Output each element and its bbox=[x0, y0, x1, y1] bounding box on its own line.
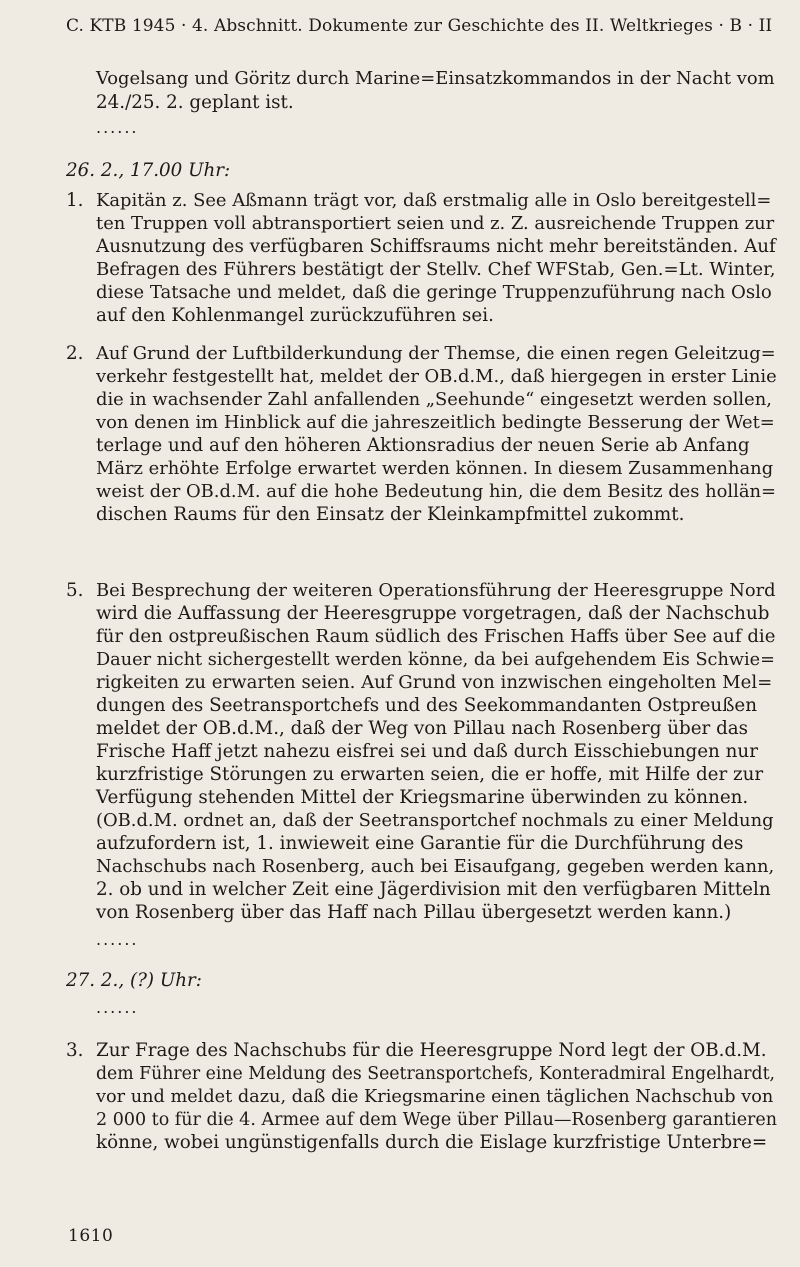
item-line: dungen des Seetransportchefs und des Seekommandanten Ostpreußen bbox=[96, 695, 757, 716]
running-header: C. KTB 1945 · 4. Abschnitt. Dokumente zur Geschichte des II. Weltkrieges · B · II bbox=[66, 16, 773, 36]
item-line: Kapitän z. See Aßmann trägt vor, daß erstmalig alle in Oslo bereitgestell= bbox=[96, 190, 772, 211]
item-line: Auf Grund der Luftbilderkundung der Themse, die einen regen Geleitzug= bbox=[96, 343, 776, 364]
item-number: 2. bbox=[66, 343, 84, 364]
item-line: kurzfristige Störungen zu erwarten seien, die er hoffe, mit Hilfe der zur bbox=[96, 764, 764, 785]
item-line: terlage und auf den höheren Aktionsradius der neuen Serie ab Anfang bbox=[96, 435, 750, 456]
item-line: (OB.d.M. ordnet an, daß der Seetransportchef nochmals zu einer Meldung bbox=[96, 810, 774, 831]
item-line: die in wachsender Zahl anfallenden „Seehunde“ eingesetzt werden sollen, bbox=[96, 389, 772, 410]
item-line: für den ostpreußischen Raum südlich des Frischen Haffs über See auf die bbox=[96, 626, 776, 647]
item-line: dem Führer eine Meldung des Seetransportchefs, Konteradmiral Engelhardt, bbox=[96, 1064, 776, 1084]
intro-line: 24./25. 2. geplant ist. bbox=[96, 92, 294, 113]
page-number: 1610 bbox=[68, 1226, 114, 1246]
item-line: Frische Haff jetzt nahezu eisfrei sei und daß durch Eisschiebungen nur bbox=[96, 741, 758, 762]
item-line: rigkeiten zu erwarten seien. Auf Grund von inzwischen eingeholten Mel= bbox=[96, 672, 773, 693]
item-line: ten Truppen voll abtransportiert seien und z. Z. ausreichende Truppen zur bbox=[96, 213, 775, 234]
item-number: 1. bbox=[66, 190, 84, 211]
item-line: dischen Raums für den Einsatz der Kleinkampfmittel zukommt. bbox=[96, 504, 685, 525]
item-line: weist der OB.d.M. auf die hohe Bedeutung hin, die dem Besitz des hollän= bbox=[96, 481, 777, 502]
item-line: auf den Kohlenmangel zurückzuführen sei. bbox=[96, 305, 494, 326]
item-line: 2 000 to für die 4. Armee auf dem Wege über Pillau—Rosenberg garantieren bbox=[96, 1110, 778, 1130]
ellipsis: ...... bbox=[96, 998, 139, 1017]
item-line: wird die Auffassung der Heeresgruppe vorgetragen, daß der Nachschub bbox=[96, 603, 770, 624]
item-number: 5. bbox=[66, 580, 84, 601]
item-line: Befragen des Führers bestätigt der Stellv. Chef WFStab, Gen.=Lt. Winter, bbox=[96, 259, 776, 280]
item-line: 2. ob und in welcher Zeit eine Jägerdivision mit den verfügbaren Mitteln bbox=[96, 879, 771, 900]
item-line: verkehr festgestellt hat, meldet der OB.d.M., daß hiergegen in erster Linie bbox=[96, 366, 777, 387]
item-line: Zur Frage des Nachschubs für die Heeresgruppe Nord legt der OB.d.M. bbox=[96, 1040, 767, 1061]
item-line: könne, wobei ungünstigenfalls durch die Eislage kurzfristige Unterbre= bbox=[96, 1132, 768, 1153]
item-line: diese Tatsache und meldet, daß die geringe Truppenzuführung nach Oslo bbox=[96, 282, 772, 303]
item-line: Dauer nicht sichergestellt werden könne, da bei aufgehendem Eis Schwie= bbox=[96, 650, 775, 670]
entry-timestamp: 26. 2., 17.00 Uhr: bbox=[66, 160, 231, 181]
item-line: Ausnutzung des verfügbaren Schiffsraums nicht mehr bereitständen. Auf bbox=[96, 236, 776, 257]
intro-line: Vogelsang und Göritz durch Marine=Einsatzkommandos in der Nacht vom bbox=[96, 68, 775, 89]
item-number: 3. bbox=[66, 1040, 84, 1061]
item-line: von Rosenberg über das Haff nach Pillau übergesetzt werden kann.) bbox=[96, 902, 732, 923]
entry-timestamp: 27. 2., (?) Uhr: bbox=[66, 970, 202, 991]
item-line: vor und meldet dazu, daß die Kriegsmarine einen täglichen Nachschub von bbox=[96, 1087, 774, 1107]
item-line: März erhöhte Erfolge erwartet werden können. In diesem Zusammenhang bbox=[96, 458, 774, 479]
item-line: Bei Besprechung der weiteren Operationsführung der Heeresgruppe Nord bbox=[96, 580, 776, 601]
item-line: aufzufordern ist, 1. inwieweit eine Garantie für die Durchführung des bbox=[96, 833, 744, 854]
item-line: Nachschubs nach Rosenberg, auch bei Eisaufgang, gegeben werden kann, bbox=[96, 856, 775, 877]
item-line: Verfügung stehenden Mittel der Kriegsmarine überwinden zu können. bbox=[96, 787, 749, 808]
item-line: von denen im Hinblick auf die jahreszeitlich bedingte Besserung der Wet= bbox=[96, 412, 775, 433]
ellipsis: ...... bbox=[96, 930, 139, 949]
ellipsis: ...... bbox=[96, 118, 139, 137]
item-line: meldet der OB.d.M., daß der Weg von Pillau nach Rosenberg über das bbox=[96, 718, 749, 739]
